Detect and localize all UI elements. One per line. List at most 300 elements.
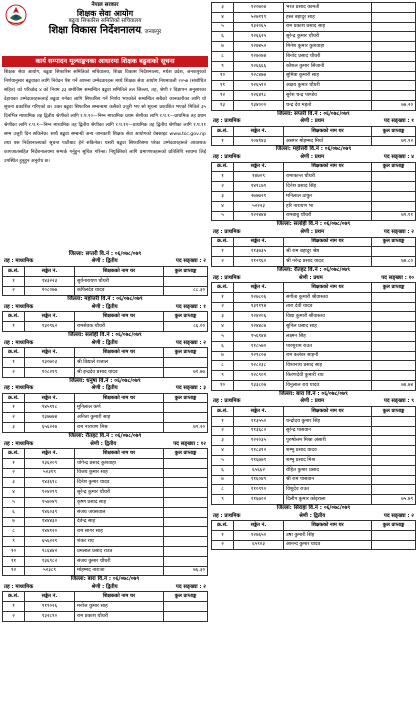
col-serial-header: क्र.सं. [3,393,25,403]
grade-label: श्रेणी : प्रथम [300,229,325,236]
district-title: जिल्ला: बारा वि.नं : ०६/०७८/०७९ [279,390,348,397]
post-count: पद सङ्ख्या : ४ [383,154,414,161]
table-row [212,475,416,485]
row-serial: १ [3,403,25,413]
table-header-row [3,266,208,276]
level-label: तह : माध्यमिक [4,258,34,265]
row-teacher-name: चन्द्रोदय कुमार सिंह [284,416,372,426]
row-serial: ३ [212,3,234,13]
row-score [372,485,416,495]
table-head [212,162,416,172]
post-count: पद सङ्ख्या : २ [175,339,206,346]
row-serial: २ [3,468,25,478]
col-serial-header: क्र.सं. [3,592,25,602]
row-code: १२७०७४ [234,51,284,61]
row-code: १४३२२३ [25,276,75,286]
row-code: १८६४४२ [25,546,75,556]
row-code: १३०७०३ [25,357,75,367]
commission-name: शिक्षक सेवा आयोग [76,8,134,18]
district-title: जिल्ला: सर्लाही वि.नं : ०६/०७८/०७९ [68,332,142,339]
level-info [2,304,208,311]
row-teacher-name: सुरेन्द्र कुमार चौधरी [75,488,164,498]
row-code: १४४४३० [25,517,75,527]
grade-label: श्रेणी : द्वितीय [91,304,118,310]
level-info [2,340,208,347]
row-code: १५६९४४ [234,332,284,342]
row-code: १३७७७४ [25,413,75,423]
col-score-header: कुल प्राप्ताङ्क [164,348,208,358]
row-teacher-name: राम सागर साह [75,527,164,537]
level-info [211,398,416,405]
row-serial: ७ [212,475,234,485]
table-row [3,546,208,556]
row-score [372,247,416,257]
row-score [372,3,416,13]
district-section [2,576,208,622]
row-teacher-name: मिनेश कुमार कुशवाहा [284,42,372,52]
table-body [3,403,208,432]
table-row [212,136,416,146]
govt-line: नेपाल सरकार [91,2,119,8]
level-info [211,154,416,161]
col-name-header: शिक्षकको नाम थर [284,521,372,531]
col-serial-header: क्र.सं. [3,266,25,276]
row-teacher-name: पुरुषोत्तम मिश्रा अंसारी [284,436,372,446]
row-score: ७६.३० [164,566,208,576]
row-score [164,546,208,556]
row-teacher-name: सुर्यनारायण चौधरी [75,276,164,286]
district-title: जिल्ला: सप्तरी वि.नं : ०६/०७८/०७९ [68,250,142,257]
table-head [3,449,208,459]
table-row [212,91,416,101]
table-row [3,403,208,413]
row-serial: ६ [212,341,234,351]
col-serial-header: क्र.सं. [3,312,25,322]
table-row [212,426,416,436]
notice-intro-text: शिक्षक सेवा आयोग, बढुवा सिफारिस समितिको सचिवालय, शिक्षा विकास निर्देशनालय, मधेश प्रदेश, जनकपुरको निर्णयानुसार बढुवाका लागि निवेदन पेश गर्ने आफ्ना उम्मेदवारहरू मध्ये शिक्षक सेवा आयोग नियमावली २०५७ (संशोधित सहित) को परिच्छेद ४ को नियम ३३ बमोजिम सम्बन्धित बढुवा समितिले तल जिल्ला, तह, श्रेणी र विज्ञापन अनुसारका देहायका उम्मेदवारहरूलाई बढुवा गर्नका लागि सिफारिस गर्ने निर्णय भएकोले सम्बन्धित सबैको जानकारीका लागि यो सूचना प्रकाशित गरिएको छ। उक्त बढुवा सिफारिस सम्बन्धमा कसैको उजुरी भए सो सूचना प्रकाशित भएको मितिले ३५ दिनभित्र माध्यमिक तह द्वितीय श्रेणीको लागि र.प.१०—निम्न माध्यमिक प्रथम श्रेणीका लागि र.प.९—प्राथमिक तह प्रथम श्रेणीका लागि र.प.९—निम्न माध्यमिक तह द्वितीय श्रेणीका लागि र.प.११—प्राथमिक तह द्वितीय श्रेणीका लागि र.प.११ सम्म उजुरी दिन सकिनेछ। साथै बढुवा सम्बन्धी अन्य जानकारी शिक्षक सेवा आयोगको वेबसाइट www.tsc.gov.np तथा यस निर्देशनालयको सूचना पाटीबाट हेर्न सकिनेछ। यसरी बढुवा सिफारिसमा परेका उम्मेदवारहरूले आवश्यक कागजातसहित निर्देशनालयमा सम्पर्क गर्नुहुन सूचित गरिन्छ। नियुक्तिको लागि प्रमाणपत्रहरूको प्रतिलिपि साथमा लिई उपस्थित हुनुहुन अनुरोध छ। [4,69,206,164]
table-row [212,446,416,456]
row-teacher-name: शम्भु प्रसाद यादव [284,446,372,456]
table-head [212,126,416,136]
table-body [3,276,208,296]
row-serial: ३ [3,478,25,488]
row-teacher-name: तारा देवी यादव [284,302,372,312]
col-serial-header: क्र.सं. [212,237,234,247]
table-row [212,42,416,52]
row-score: ७९.२० [164,423,208,433]
row-score [372,32,416,42]
row-score [164,497,208,507]
row-serial: १ [212,292,234,302]
col-code-header: सङ्केत नं. [234,237,284,247]
district-section [2,332,208,378]
row-code: १४४१२० [25,527,75,537]
col-code-header: सङ्केत नं. [234,162,284,172]
row-score [164,527,208,537]
row-teacher-name: दिनेश प्रसाद सिंह [284,182,372,192]
table-row [3,367,208,377]
post-count: पद सङ्ख्या : २ [175,258,206,265]
left-sections [2,251,208,622]
row-score [164,357,208,367]
row-teacher-name: सुमित्रा कुमारी साह [284,71,372,81]
col-name-header: शिक्षकको नाम थर [75,449,164,459]
table-header-row [3,312,208,322]
col-score-header: कुल प्राप्ताङ्क [372,283,416,293]
row-code: १२६६६६ [234,61,284,71]
row-serial: ५ [212,332,234,342]
table-header-row [212,162,416,172]
row-code: १५७०४९ [25,497,75,507]
results-table [211,406,416,505]
row-score [372,351,416,361]
row-score [372,201,416,211]
row-serial: ४ [212,12,234,22]
level-info [211,118,416,125]
table-row [212,257,416,267]
col-score-header: कुल प्राप्ताङ्क [372,521,416,531]
level-info [211,275,416,282]
results-table [2,591,208,621]
level-info [2,584,208,591]
row-teacher-name: श्री राम बहादुर श्रेष्ठ [284,247,372,257]
row-serial: २ [3,286,25,296]
post-count: पद सङ्ख्या : १२ [173,440,206,447]
row-teacher-name: संजय जयसवाल [75,507,164,517]
row-serial: २ [3,612,25,622]
col-serial-header: क्र.सं. [3,348,25,358]
table-head [212,521,416,531]
row-teacher-name: प्रमलाल प्रसाद राउत [75,546,164,556]
post-count: पद सङ्ख्या : २ [383,512,414,519]
row-code: ११८५७० [234,341,284,351]
table-body [3,357,208,377]
row-code: १४७०९ [234,172,284,182]
row-code: १०४१४३ [234,136,284,146]
col-code-header: सङ्केत नं. [234,406,284,416]
row-code: १३६९८२ [25,556,75,566]
row-score [164,478,208,488]
table-row [212,211,416,221]
row-serial: ३ [3,423,25,433]
row-teacher-name: हरि नारायण भा [284,201,372,211]
table-body [3,602,208,622]
table-row [3,413,208,423]
row-score [164,413,208,423]
row-teacher-name: संगीता कुमारी श्रीवास्तव [284,292,372,302]
row-teacher-name: आनन्द कुमार यादव [284,540,372,550]
table-row [3,507,208,517]
row-score [372,51,416,61]
results-table [2,311,208,332]
row-teacher-name: रामाकान्त चौधरी [284,172,372,182]
level-label: तह : प्राथमिक [213,229,241,236]
row-score [372,172,416,182]
row-score [372,530,416,540]
col-score-header: कुल प्राप्ताङ्क [164,449,208,459]
table-body [3,458,208,576]
post-count: पद सङ्ख्या : १ [383,118,414,125]
row-code: ११८३१२ [234,446,284,456]
row-code: १२४२९९ [25,488,75,498]
row-code: १२४२०६ [234,312,284,322]
col-name-header: शिक्षकको नाम थर [75,266,164,276]
col-name-header: शिक्षकको नाम थर [284,237,372,247]
row-code: २७७७२१ [234,192,284,202]
table-row [212,32,416,42]
row-score: ७१.७७ [164,367,208,377]
grade-label: श्रेणी : द्वितीय [91,385,118,392]
row-teacher-name: कपिलदेव यादव [75,286,164,296]
row-code: १२७४५२ [234,42,284,52]
results-table [211,282,416,391]
table-header-row [3,348,208,358]
row-score [372,371,416,381]
level-label: तह : प्राथमिक [213,512,241,519]
row-serial: १२ [212,91,234,101]
row-serial: २ [212,182,234,192]
row-code: ११९०२६ [25,602,75,612]
row-teacher-name: मनिलाल ठाकुर [284,192,372,202]
row-score [372,455,416,465]
row-teacher-name: दिनेश कुमार यादव [75,478,164,488]
table-head [212,406,416,416]
results-table [211,126,416,147]
level-label: तह : माध्यमिक [4,339,34,346]
results-table [2,266,208,296]
table-row [3,556,208,566]
row-teacher-name: मनोज कुमार साह [75,602,164,612]
row-score [372,446,416,456]
table-row [212,465,416,475]
row-serial: ३ [212,312,234,322]
row-serial: ८ [212,361,234,371]
table-row [212,495,416,505]
row-score [164,602,208,612]
district-section [211,505,416,551]
results-table [2,448,208,576]
grade-label: श्रेणी : द्वितीय [91,339,118,346]
row-serial: १ [3,276,25,286]
row-score [372,312,416,322]
row-teacher-name: संजय कुमार चौधरी [75,556,164,566]
row-code: ११०९९० [234,485,284,495]
district-title: जिल्ला: सप्तरी वि.नं : ०६/०७८/०७९ [277,110,350,117]
row-serial: ८ [212,485,234,495]
table-row [3,527,208,537]
level-info [2,385,208,392]
col-name-header: शिक्षकको नाम थर [284,406,372,416]
table-row [3,478,208,488]
col-code-header: सङ्केत नं. [25,312,75,322]
table-row [212,201,416,211]
row-teacher-name: रोहित कुमार प्रसाद [284,465,372,475]
continued-table [211,2,416,111]
district-section [2,296,208,332]
table-row [212,332,416,342]
row-teacher-name: रामसेवक चौधरी [75,322,164,332]
row-code: १४५९१८ [25,403,75,413]
level-label: तह : माध्यमिक [4,304,34,310]
continued-table-body [212,3,416,111]
row-serial: ५ [3,497,25,507]
row-serial: १ [3,602,25,612]
row-score [372,332,416,342]
row-teacher-name: श्री इन्द्रदेव प्रसाद यादव [75,367,164,377]
row-code: ६५६६२ [234,465,284,475]
district-section [211,221,416,267]
district-section [211,267,416,391]
row-code: १४१८७९ [234,182,284,192]
district-section [211,391,416,505]
row-score [372,61,416,71]
row-code: १०८२१९ [25,367,75,377]
col-name-header: शिक्षकको नाम थर [284,283,372,293]
row-code: ११३७३५ [234,247,284,257]
table-body [212,247,416,267]
table-row [3,276,208,286]
row-serial: २ [212,426,234,436]
table-head [3,348,208,358]
table-row [212,192,416,202]
table-row [3,286,208,296]
row-serial: ११ [212,81,234,91]
table-row [3,537,208,547]
row-code: ६५६२२७ [25,423,75,433]
table-body [212,172,416,221]
col-name-header: शिक्षकको नाम थर [75,348,164,358]
grade-label: श्रेणी : द्वितीय [299,512,326,519]
row-score [372,361,416,371]
table-row [3,468,208,478]
row-code: ११६७०२ [234,495,284,505]
table-header-row [212,126,416,136]
row-code: १२६४९८ [234,91,284,101]
table-row [212,341,416,351]
district-section [211,146,416,221]
table-row [212,540,416,550]
col-serial-header: क्र.सं. [212,406,234,416]
col-score-header: कुल प्राप्ताङ्क [164,312,208,322]
col-score-header: कुल प्राप्ताङ्क [164,393,208,403]
row-code: ११६०४९ [234,475,284,485]
row-score: ७१.११ [372,211,416,221]
row-teacher-name: रामबाबु चौधरी [284,211,372,221]
table-body [212,416,416,504]
table-row [212,22,416,32]
row-serial: ७ [212,351,234,361]
row-serial: ५ [212,22,234,32]
grade-label: श्रेणी : द्वितीय [91,258,118,265]
col-serial-header: क्र.सं. [212,283,234,293]
row-score [164,537,208,547]
col-serial-header: क्र.सं. [3,449,25,459]
row-serial: ३ [212,436,234,446]
table-row [212,12,416,22]
table-row [212,312,416,322]
table-row [3,566,208,576]
district-title: जिल्ला: सर्लाही वि.नं : ०६/०७८/०७९ [276,221,351,228]
row-serial: ४ [212,322,234,332]
row-teacher-name: किरणदेवी कुमारी राय [284,371,372,381]
col-code-header: सङ्केत नं. [25,393,75,403]
table-row [212,322,416,332]
col-name-header: शिक्षकको नाम थर [75,592,164,602]
row-score [164,507,208,517]
grade-label: श्रेणी : द्वितीय [90,440,117,447]
table-header-row [212,521,416,531]
table-row [212,485,416,495]
grade-label: श्रेणी : प्रथम [300,154,325,161]
nepal-emblem-icon [5,4,27,26]
table-head [212,283,416,293]
row-score: ७४.८० [372,257,416,267]
row-teacher-name: उषा कुमारी सिंह [284,530,372,540]
row-serial: ८ [3,527,25,537]
level-info [211,229,416,236]
col-score-header: कुल प्राप्ताङ्क [372,237,416,247]
row-serial: १३ [212,100,234,110]
results-table [2,393,208,433]
row-code: १२६६२५ [234,32,284,42]
district-title: जिल्ला: सिराहा वि.नं : ०६/०७८/०७९ [276,504,351,511]
row-serial: ९ [3,537,25,547]
table-row [212,182,416,192]
row-score [164,612,208,622]
row-serial: २ [212,257,234,267]
notice-banner: कार्य सम्पादन मूल्याङ्कनका आधारमा शिक्षक बढुवाको सूचना [2,56,208,67]
table-header-row [3,449,208,459]
row-score [372,426,416,436]
row-score [372,81,416,91]
row-teacher-name: सुनिल प्रसाद साह [284,322,372,332]
row-teacher-name: विशुदेव राउत [284,485,372,495]
directorate-title: शिक्षा विकास निर्देशनालय [48,24,142,36]
results-table [211,162,416,222]
table-row [212,302,416,312]
col-code-header: सङ्केत नं. [234,283,284,293]
post-count: पद सङ्ख्या : २ [175,584,206,591]
row-score [372,475,416,485]
row-serial: ७ [212,42,234,52]
table-row [212,381,416,391]
col-serial-header: क्र.सं. [212,162,234,172]
row-code: १२२०३५ [234,436,284,446]
table-row [212,361,416,371]
row-teacher-name: देवेन्द्र साह [75,517,164,527]
row-serial: ६ [212,32,234,42]
row-teacher-name: अनिता कुमारी साह [75,413,164,423]
row-serial: १ [3,322,25,332]
row-teacher-name: राम प्रकाश चौधरी [75,612,164,622]
row-teacher-name: शंकर राय [75,537,164,547]
col-score-header: कुल प्राप्ताङ्क [372,126,416,136]
row-serial: ९ [212,61,234,71]
district-title: जिल्ला: महोत्तरी वि.नं : ०६/०७८/०७९ [67,296,143,303]
table-row [3,612,208,622]
directorate-name [2,26,208,37]
post-count: पद सङ्ख्या : ३ [175,385,206,392]
row-teacher-name: कौशल कुमार सिंजानी [284,61,372,71]
level-info [2,441,208,448]
grade-label: श्रेणी : द्वितीय [91,584,118,591]
col-name-header: शिक्षकको नाम थर [75,312,164,322]
district-section [211,111,416,147]
table-row [3,517,208,527]
level-label: तह : माध्यमिक [4,385,34,392]
row-code: १३३८०७ [234,381,284,391]
row-serial: ३ [212,192,234,202]
